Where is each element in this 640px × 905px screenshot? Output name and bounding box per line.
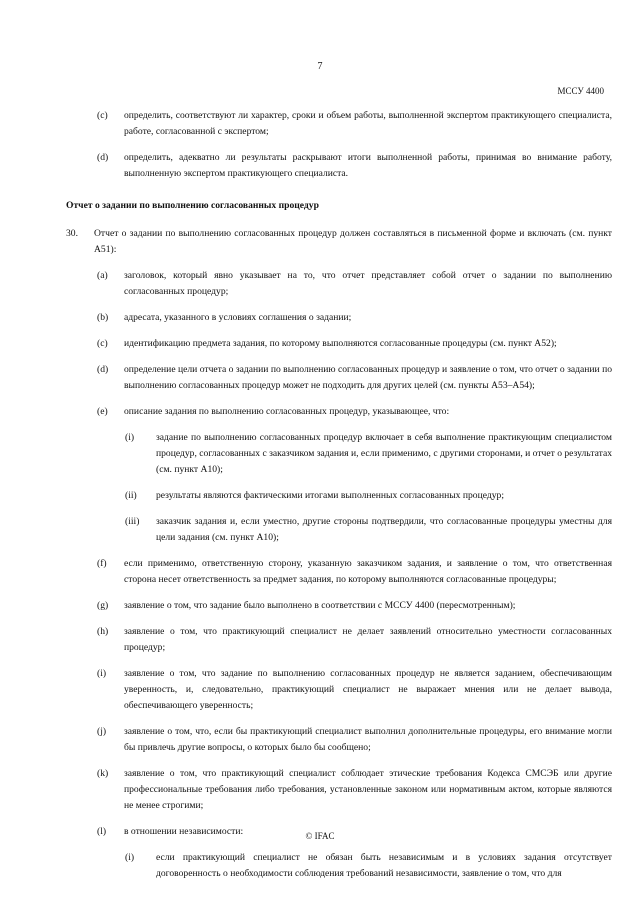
item-label: (c) bbox=[97, 338, 108, 349]
footer-copyright: © IFAC bbox=[305, 831, 335, 841]
list-item-c bbox=[66, 336, 612, 352]
list-item bbox=[66, 150, 612, 182]
list-item-d bbox=[66, 362, 612, 394]
standard-header: МССУ 4400 bbox=[557, 86, 604, 96]
item-label: (j) bbox=[97, 726, 107, 737]
list-item-h bbox=[66, 624, 612, 656]
item-label: (f) bbox=[97, 558, 107, 569]
item-text: заявление о том, что практикующий специалист соблюдает этические требования Кодекса СМСЭБ или другие профессиональные требования либо требования, установленные законом или нормативным актом, которые являются не менее строгими; bbox=[124, 768, 612, 811]
list-item bbox=[66, 108, 612, 140]
list-item-k bbox=[66, 766, 612, 814]
item-text: если применимо, ответственную сторону, указанную заказчиком задания, и заявление о том, что ответственная сторона несет ответственность за предмет задания, по которому выполняются согласованные процедуры; bbox=[124, 558, 612, 585]
item-label: (b) bbox=[97, 312, 109, 323]
list-item-b bbox=[66, 310, 612, 326]
section-heading: Отчет о задании по выполнению согласованных процедур bbox=[66, 200, 319, 211]
sub-item-text: результаты являются фактическими итогами выполненных согласованных процедур; bbox=[156, 490, 505, 501]
item-text: описание задания по выполнению согласованных процедур, указывающее, что: bbox=[124, 406, 450, 417]
item-text: заголовок, который явно указывает на то, что отчет представляет собой отчет о задании по выполнению согласованных процедур; bbox=[124, 270, 612, 297]
paragraph-text: Отчет о задании по выполнению согласованных процедур должен составляться в письменной форме и включать (см. пункт A51): bbox=[94, 228, 612, 255]
item-text: определение цели отчета о задании по выполнению согласованных процедур и заявление о том, что отчет о задании по выполнению согласованных процедур может не подходить для других целей (см. пункты A53–A54); bbox=[124, 364, 612, 391]
item-label: (e) bbox=[97, 406, 108, 417]
item-label: (a) bbox=[97, 270, 108, 281]
sub-item bbox=[66, 488, 612, 504]
item-text: адресата, указанного в условиях соглашения о задании; bbox=[124, 312, 352, 323]
item-text: заявление о том, что, если бы практикующий специалист выполнил дополнительные процедуры, его внимание могли бы привлечь другие вопросы, о которых было бы сообщено; bbox=[124, 726, 612, 753]
item-text: определить, соответствуют ли характер, сроки и объем работы, выполненной экспертом практикующего специалиста, работе, согласованной с экспертом; bbox=[124, 110, 612, 137]
list-item-a bbox=[66, 268, 612, 300]
item-label: (d) bbox=[97, 364, 109, 375]
item-text: определить, адекватно ли результаты раскрывают итоги выполненной работы, принимая во внимание работу, выполненную экспертом практикующего специалиста. bbox=[124, 152, 612, 179]
page-content bbox=[66, 108, 612, 892]
sub-item-label: (ii) bbox=[125, 490, 137, 501]
sub-item-text: заказчик задания и, если уместно, другие стороны подтвердили, что согласованные процедуры уместны для цели задания (см. пункт A10); bbox=[156, 516, 612, 543]
item-text: в отношении независимости: bbox=[124, 826, 244, 837]
list-item-f bbox=[66, 556, 612, 588]
item-text: идентификацию предмета задания, по которому выполняются согласованные процедуры (см. пункт A52); bbox=[124, 338, 557, 349]
item-label: (k) bbox=[97, 768, 109, 779]
paragraph-30 bbox=[66, 226, 612, 258]
paragraph-number: 30. bbox=[66, 228, 78, 239]
item-label: (h) bbox=[97, 626, 109, 637]
list-item-g bbox=[66, 598, 612, 614]
sub-item-text: если практикующий специалист не обязан быть независимым и в условиях задания отсутствует договоренность о необходимости соблюдения требований независимости, заявление о том, что для bbox=[156, 852, 612, 879]
item-text: заявление о том, что практикующий специалист не делает заявлений относительно уместности согласованных процедур; bbox=[124, 626, 612, 653]
list-item-e bbox=[66, 404, 612, 420]
item-label: (c) bbox=[97, 110, 108, 121]
sub-item-label: (iii) bbox=[125, 516, 140, 527]
sub-item-label: (i) bbox=[125, 432, 135, 443]
item-label: (i) bbox=[97, 668, 107, 679]
sub-item-text: задание по выполнению согласованных процедур включает в себя выполнение практикующим специалистом процедур, согласованных с заказчиком задания и, если применимо, с другими сторонами, и отчет о результатах (см. пункт A10); bbox=[156, 432, 613, 475]
item-text: заявление о том, что задание было выполнено в соответствии с МССУ 4400 (пересмотренным); bbox=[124, 600, 516, 611]
sub-item bbox=[66, 514, 612, 546]
item-label: (l) bbox=[97, 826, 107, 837]
item-label: (g) bbox=[97, 600, 109, 611]
sub-item bbox=[66, 430, 612, 478]
sub-item-label: (i) bbox=[125, 852, 135, 863]
sub-item bbox=[66, 850, 612, 882]
list-item-i bbox=[66, 666, 612, 714]
page-number: 7 bbox=[317, 61, 323, 72]
item-text: заявление о том, что задание по выполнению согласованных процедур не является заданием, обеспечивающим уверенность, и, следовательно, практикующий специалист не выражает мнения или не делает вывода, обеспечивающего уверенность; bbox=[124, 668, 612, 711]
list-item-j bbox=[66, 724, 612, 756]
item-label: (d) bbox=[97, 152, 109, 163]
